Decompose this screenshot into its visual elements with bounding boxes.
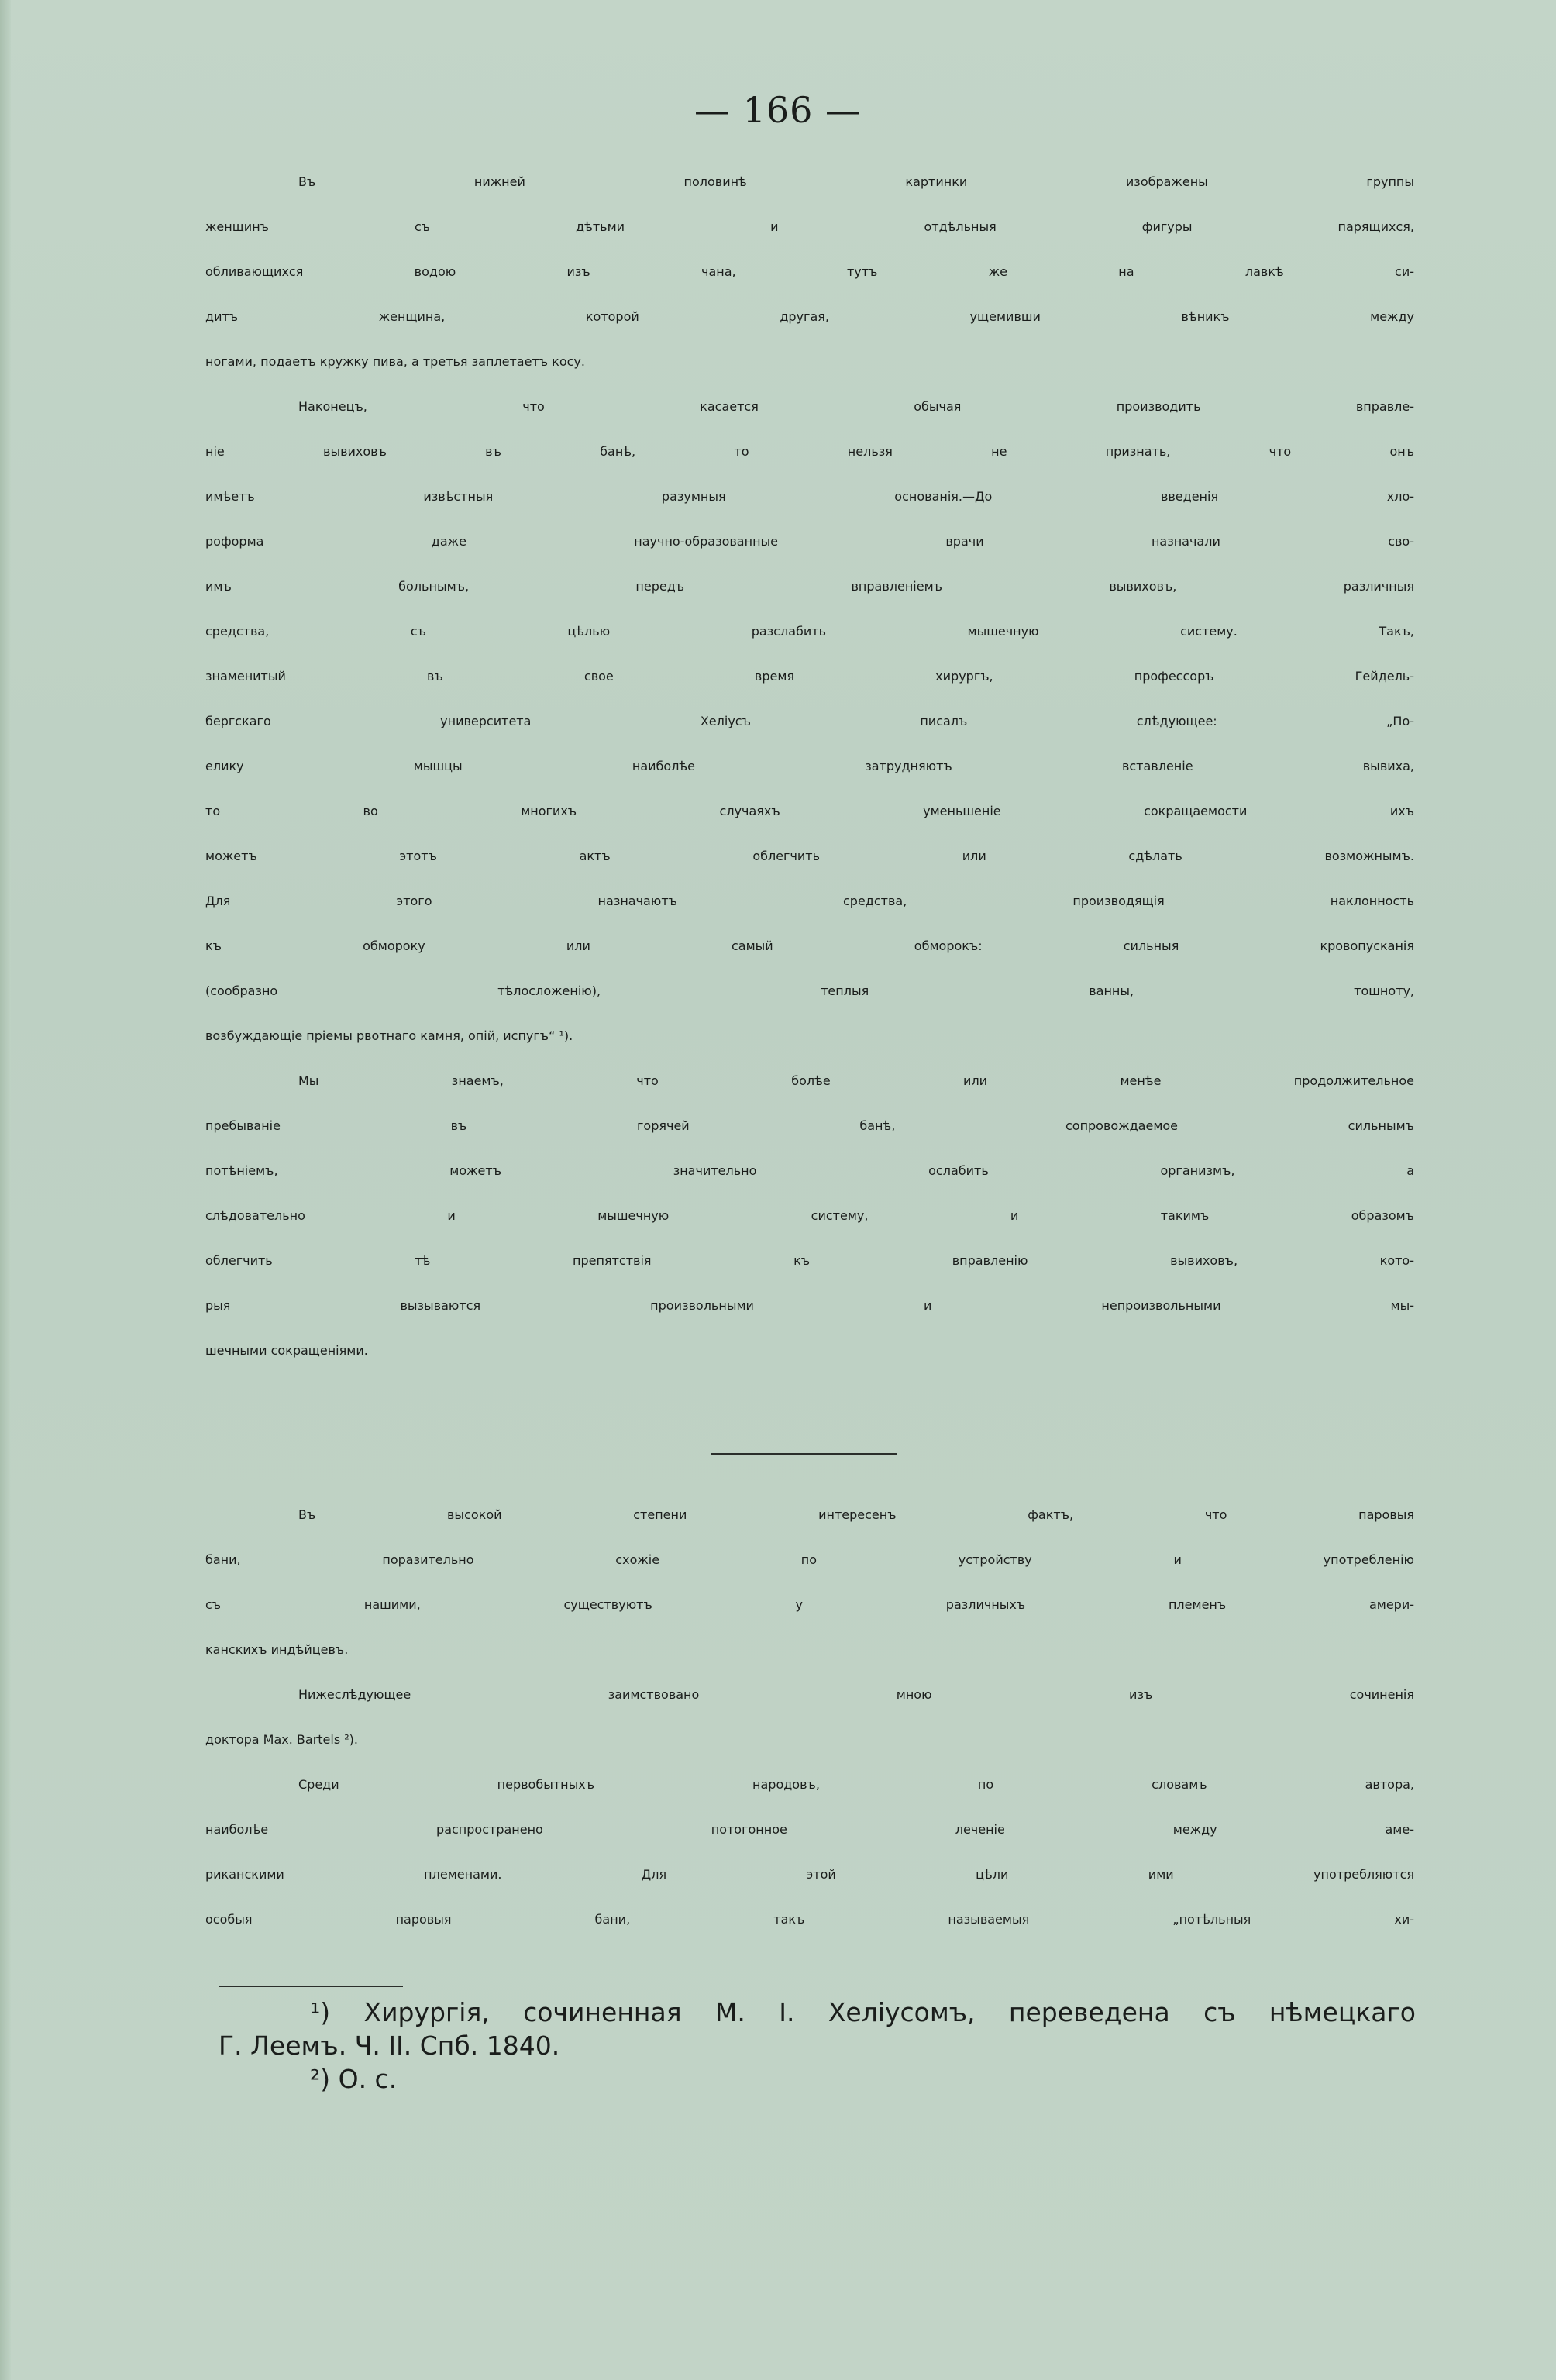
text-line: Нижеслѣдующее заимствовано мною изъ сочиненія [298, 1687, 1414, 1702]
footnote-1-line-2: Г. Леемъ. Ч. II. Спб. 1840. [219, 2030, 560, 2061]
page-edge-shadow [0, 0, 11, 2380]
text-line: доктора Max. Bartels ²). [205, 1732, 359, 1747]
text-line: роформа даже научно-образованные врачи назначали сво- [205, 534, 1414, 549]
text-line: рыя вызываются произвольными и непроизвольными мы- [205, 1298, 1414, 1313]
text-line: къ обмороку или самый обморокъ: сильныя кровопусканія [205, 939, 1414, 953]
text-line: ніе вывиховъ въ банѣ, то нельзя не признать, что онъ [205, 444, 1414, 459]
text-line: облегчить тѣ препятствія къ вправленію вывиховъ, кото- [205, 1253, 1414, 1268]
text-line: обливающихся водою изъ чана, тутъ же на лавкѣ си- [205, 264, 1414, 279]
text-line: дитъ женщина, которой другая, ущемивши вѣникъ между [205, 309, 1414, 324]
text-line: Наконецъ, что касается обычая производить вправле- [298, 399, 1414, 414]
text-line: пребываніе въ горячей банѣ, сопровождаемое сильнымъ [205, 1118, 1414, 1133]
text-line: ногами, подаетъ кружку пива, а третья заплетаетъ косу. [205, 354, 585, 369]
footnotes [219, 1996, 1416, 2096]
text-line: бергскаго университета Хеліусъ писалъ слѣдующее: „По- [205, 714, 1414, 728]
text-line: Въ высокой степени интересенъ фактъ, что паровыя [298, 1507, 1414, 1522]
text-line: знаменитый въ свое время хирургъ, профессоръ Гейдель- [205, 669, 1414, 684]
text-line: съ нашими, существуютъ у различныхъ племенъ амери- [205, 1597, 1414, 1612]
text-line: Въ нижней половинѣ картинки изображены группы [298, 174, 1414, 189]
text-line: слѣдовательно и мышечную систему, и такимъ образомъ [205, 1208, 1414, 1223]
text-line: имъ больнымъ, передъ вправленіемъ вывиховъ, различныя [205, 579, 1414, 594]
text-line: Для этого назначаютъ средства, производящія наклонность [205, 894, 1414, 908]
section-divider [711, 1453, 897, 1455]
text-line: потѣніемъ, можетъ значительно ослабить организмъ, а [205, 1163, 1414, 1178]
text-line: наиболѣе распространено потогонное леченіе между аме- [205, 1822, 1414, 1837]
text-line: то во многихъ случаяхъ уменьшеніе сокращаемости ихъ [205, 804, 1414, 818]
footnote-2: ²) О. с. [310, 2064, 398, 2094]
text-line: Мы знаемъ, что болѣе или менѣе продолжительное [298, 1073, 1414, 1088]
body-text-section-2 [205, 1507, 1414, 1957]
text-line: елику мышцы наиболѣе затрудняютъ вставленіе вывиха, [205, 759, 1414, 773]
text-line: бани, поразительно схожіе по устройству и употребленію [205, 1552, 1414, 1567]
text-line: шечными сокращеніями. [205, 1343, 368, 1358]
text-line: особыя паровыя бани, такъ называемыя „потѣльныя хи- [205, 1912, 1414, 1927]
text-line: канскихъ индѣйцевъ. [205, 1642, 349, 1657]
footnote-rule [219, 1986, 403, 1987]
text-line: Среди первобытныхъ народовъ, по словамъ автора, [298, 1777, 1414, 1792]
body-text-section-1 [205, 174, 1414, 1388]
text-line: средства, съ цѣлью разслабить мышечную систему. Такъ, [205, 624, 1414, 639]
text-line: имѣетъ извѣстныя разумныя основанія.—До введенія хло- [205, 489, 1414, 504]
footnote-1-line-1: ¹) Хирургія, сочиненная М. І. Хеліусомъ, переведена съ нѣмецкаго [310, 1997, 1416, 2027]
text-line: возбуждающіе пріемы рвотнаго камня, опій, испугъ“ ¹). [205, 1028, 573, 1043]
text-line: можетъ этотъ актъ облегчить или сдѣлать возможнымъ. [205, 849, 1414, 863]
text-line: женщинъ съ дѣтьми и отдѣльныя фигуры парящихся, [205, 219, 1414, 234]
text-line: (сообразно тѣлосложенію), теплыя ванны, тошноту, [205, 983, 1414, 998]
text-line: риканскими племенами. Для этой цѣли ими употребляются [205, 1867, 1414, 1882]
page-number: — 166 — [694, 89, 862, 131]
